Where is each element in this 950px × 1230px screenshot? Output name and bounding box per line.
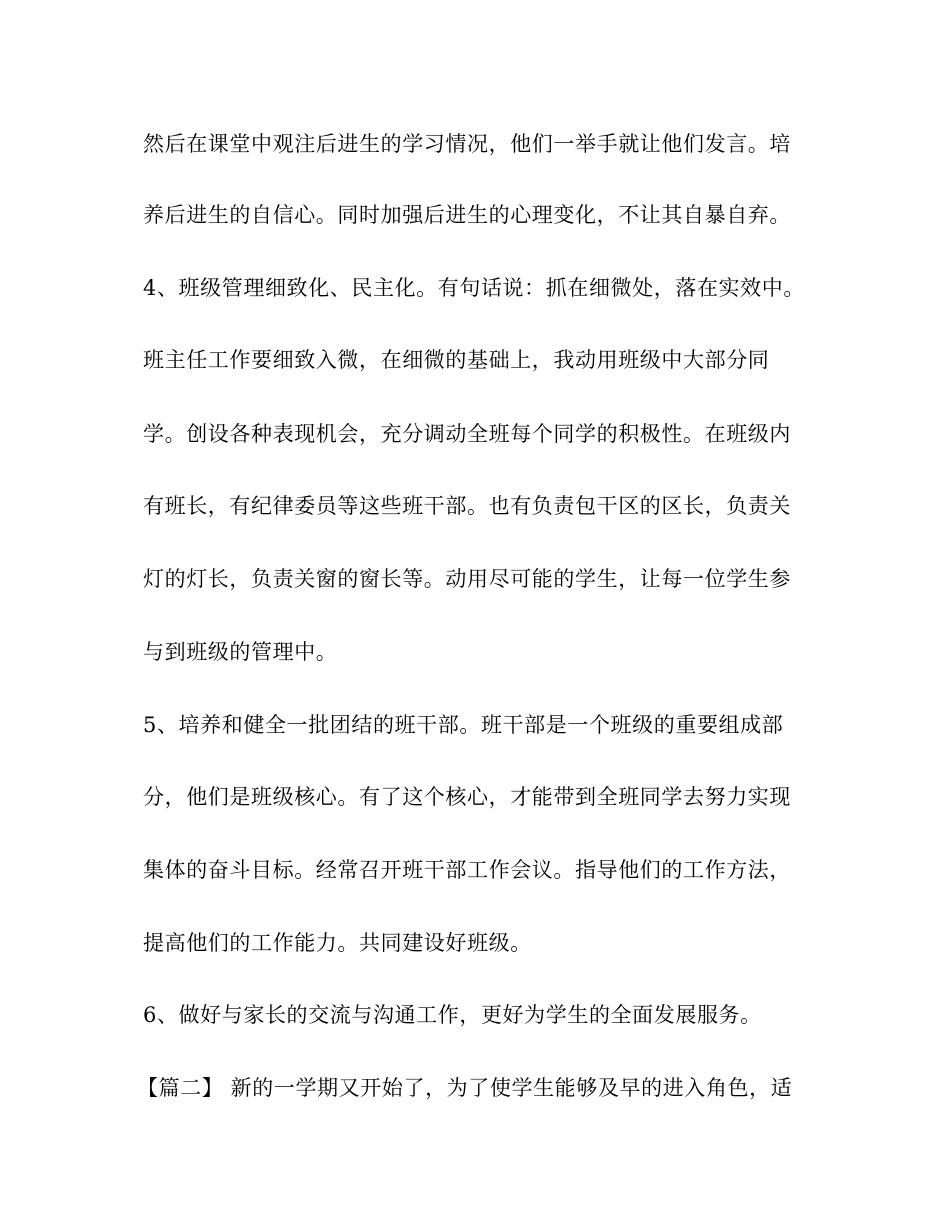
text-line: 5、培养和健全一批团结的班干部。班干部是一个班级的重要组成部	[143, 713, 784, 737]
text-line: 【篇二】 新的一学期又开始了，为了使学生能够及早的进入角色，适	[137, 1076, 793, 1100]
text-line: 有班长，有纪律委员等这些班干部。也有负责包干区的区长，负责关	[143, 494, 791, 518]
text-line: 灯的灯长，负责关窗的窗长等。动用尽可能的学生，让每一位学生参	[143, 567, 791, 591]
text-line: 提高他们的工作能力。共同建设好班级。	[143, 931, 532, 955]
text-line: 集体的奋斗目标。经常召开班干部工作会议。指导他们的工作方法，	[143, 858, 791, 882]
text-line: 分，他们是班级核心。有了这个核心，才能带到全班同学去努力实现	[143, 785, 791, 809]
text-line: 班主任工作要细致入微，在细微的基础上，我动用班级中大部分同	[143, 348, 770, 372]
text-line: 4、班级管理细致化、民主化。有句话说：抓在细微处，落在实效中。	[143, 276, 805, 300]
text-line: 学。创设各种表现机会，充分调动全班每个同学的积极性。在班级内	[143, 422, 791, 446]
text-line: 与到班级的管理中。	[143, 640, 338, 664]
text-line: 6、做好与家长的交流与沟通工作，更好为学生的全面发展服务。	[143, 1003, 762, 1027]
text-line: 养后进生的自信心。同时加强后进生的心理变化，不让其自暴自弃。	[143, 203, 791, 227]
text-line: 然后在课堂中观注后进生的学习情况，他们一举手就让他们发言。培	[143, 132, 791, 156]
